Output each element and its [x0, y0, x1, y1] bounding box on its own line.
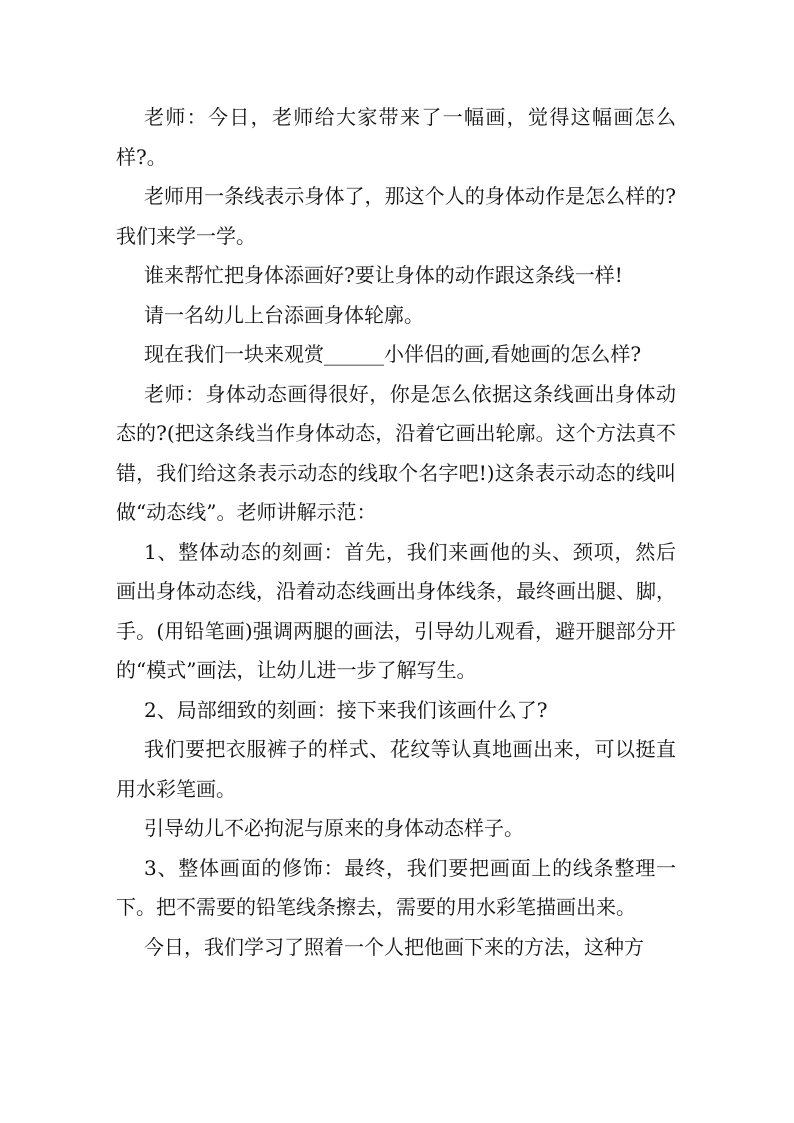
paragraph: 今日，我们学习了照着一个人把他画下来的方法，这种方 — [144, 934, 644, 959]
paragraph: 2、局部细致的刻画：接下来我们该画什么了? — [144, 697, 548, 722]
paragraph: 我们要把衣服裤子的样式、花纹等认真地画出来，可以挺直用水彩笔画。 — [116, 737, 676, 801]
paragraph: 老师：今日，老师给大家带来了一幅画，觉得这幅画怎么样?。 — [116, 105, 676, 169]
paragraph: 现在我们一块来观赏______小伴侣的画,看她画的怎么样? — [144, 342, 642, 366]
paragraph: 引导幼儿不必拘泥与原来的身体动态样子。 — [144, 816, 524, 840]
paragraph: 老师：身体动态画得很好，你是怎么依据这条线画出身体动态的?(把这条线当作身体动态，沿着它画出轮廓。这个方法真不错，我们给这条表示动态的线取个名字吧!)这条表示动态的线叫做“动态线”。老师讲解示范： — [116, 381, 676, 524]
paragraph: 老师用一条线表示身体了，那这个人的身体动作是怎么样的?我们来学一学。 — [116, 184, 676, 248]
paragraph: 请一名幼儿上台添画身体轮廓。 — [144, 302, 424, 327]
paragraph: 谁来帮忙把身体添画好?要让身体的动作跟这条线一样! — [144, 263, 623, 287]
paragraph: 3、整体画面的修饰：最终，我们要把画面上的线条整理一下。把不需要的铅笔线条擦去，需要的用水彩笔描画出来。 — [116, 855, 676, 919]
paragraph: 1、整体动态的刻画：首先，我们来画他的头、颈项，然后画出身体动态线，沿着动态线画出身体线条，最终画出腿、脚，手。(用铅笔画)强调两腿的画法，引导幼儿观看，避开腿部分开的“模式”画法，让幼儿进一步了解写生。 — [116, 539, 676, 682]
document-body — [116, 98, 676, 967]
